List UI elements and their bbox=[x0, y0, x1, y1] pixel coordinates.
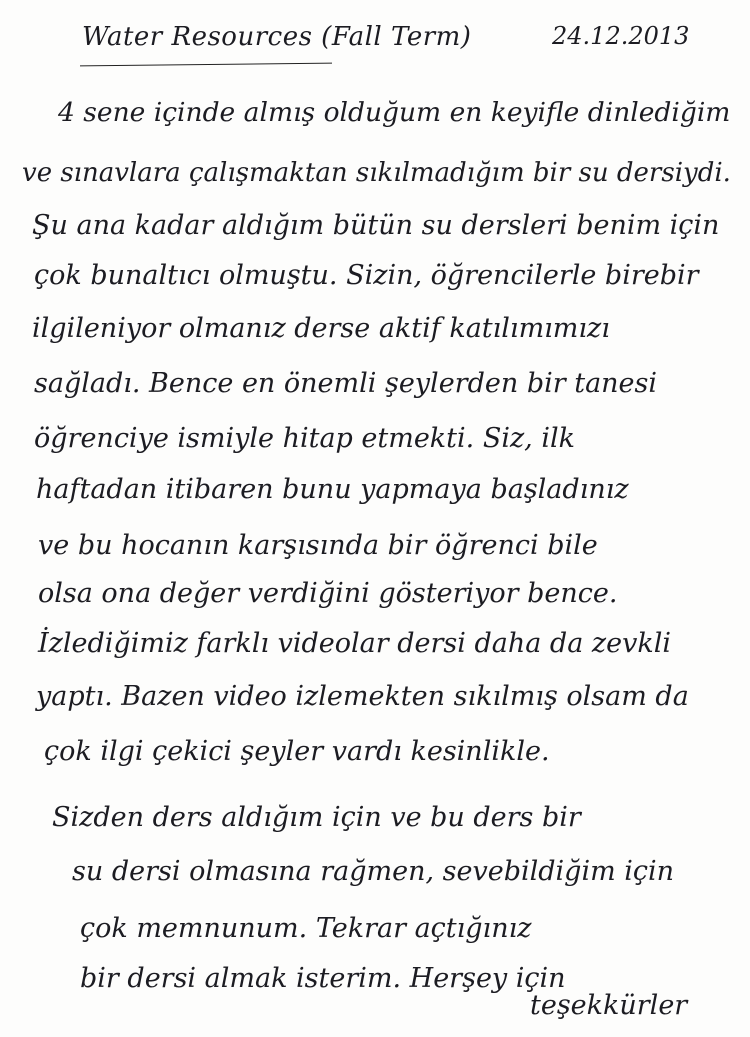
letter-line: olsa ona değer verdiğini gösteriyor bence. bbox=[38, 578, 618, 609]
letter-line: Sizden ders aldığım için ve bu ders bir bbox=[52, 802, 581, 833]
letter-line: yaptı. Bazen video izlemekten sıkılmış olsam da bbox=[36, 681, 689, 712]
letter-date: 24.12.2013 bbox=[552, 22, 690, 50]
letter-line: 4 sene içinde almış olduğum en keyifle dinlediğim bbox=[58, 97, 731, 128]
letter-line: ilgileniyor olmanız derse aktif katılımımızı bbox=[32, 313, 610, 344]
letter-line: sağladı. Bence en önemli şeylerden bir tanesi bbox=[34, 368, 658, 399]
letter-line: Şu ana kadar aldığım bütün su dersleri benim için bbox=[32, 210, 720, 241]
letter-line: su dersi olmasına rağmen, sevebildiğim için bbox=[72, 856, 675, 887]
title-underline bbox=[80, 63, 332, 67]
letter-title: Water Resources (Fall Term) bbox=[82, 22, 472, 52]
letter-line: çok ilgi çekici şeyler vardı kesinlikle. bbox=[44, 736, 550, 767]
letter-line: çok memnunum. Tekrar açtığınız bbox=[80, 913, 532, 944]
letter-line: bir dersi almak isterim. Herşey için bbox=[80, 963, 566, 994]
letter-line: haftadan itibaren bunu yapmaya başladınız bbox=[36, 474, 629, 505]
letter-line: İzlediğimiz farklı videolar dersi daha da zevkli bbox=[38, 628, 671, 659]
letter-line: teşekkürler bbox=[530, 990, 688, 1021]
letter-line: ve sınavlara çalışmaktan sıkılmadığım bir su dersiydi. bbox=[22, 158, 731, 188]
letter-line: ve bu hocanın karşısında bir öğrenci bile bbox=[38, 530, 598, 561]
letter-line: öğrenciye ismiyle hitap etmekti. Siz, ilk bbox=[34, 423, 575, 454]
letter-line: çok bunaltıcı olmuştu. Sizin, öğrencilerle birebir bbox=[34, 260, 699, 291]
